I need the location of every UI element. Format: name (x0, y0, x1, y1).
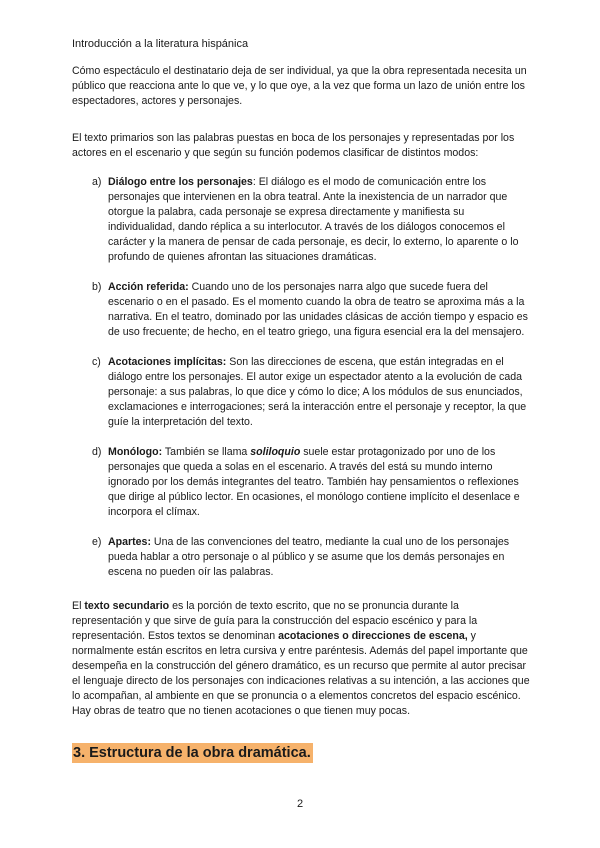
list-item-text (108, 280, 532, 340)
secondary-text-paragraph (72, 599, 530, 719)
section-heading: 3. Estructura de la obra dramática. (73, 745, 311, 761)
running-header: Introducción a la literatura hispánica (72, 38, 249, 50)
item-description: Una de las convenciones del teatro, mediante la cual uno de los personajes pueda hablar a otro personaje o al público y se asume que los demás personajes en escena no pueden oír las palabras. (108, 536, 510, 578)
item-description: suele estar protagonizado por uno de los personajes que queda a solas en el escenario. A través del está su mundo interno ignorado por los demás integrantes del teatro. También hay pensamientos o reflexiones que dirige al público lector. En ocasiones, el monólogo contiene implícito el desenlace e incorpora el clímax. (108, 446, 520, 518)
page-number: 2 (296, 798, 304, 810)
item-emphasis: soliloquio (250, 446, 301, 458)
list-item-text (108, 355, 532, 430)
list-marker: e) (92, 536, 102, 548)
list-item-dialogo (92, 175, 532, 265)
item-description: Son las direcciones de escena, que están integradas en el diálogo entre los personajes. El autor exige un espectador atento a la evolución de cada personaje: a sus palabras, lo que dice y cómo lo dice; A los módulos de sus enunciados, exclamaciones e interrogaciones; será la interacción entre el personaje y receptor, la que guíe la interpretación del texto. (108, 356, 527, 428)
item-term: Diálogo entre los personajes (108, 176, 253, 188)
primary-text-paragraph: El texto primarios son las palabras puestas en boca de los personajes y representadas por los actores en el escenario y que según su función podemos clasificar de distintos modos: (72, 132, 515, 159)
intro-paragraph: Cómo espectáculo el destinatario deja de ser individual, ya que la obra representada necesita un público que reacciona ante lo que ve, y lo que oye, a la vez que forma un lazo de unión entre los espectadores, actores y personajes. (72, 65, 527, 107)
secondary-term-acotaciones: acotaciones o direcciones de escena, (278, 630, 468, 642)
list-item-text (108, 175, 532, 265)
modes-list (92, 175, 532, 595)
item-description: Cuando uno de los personajes narra algo que sucede fuera del escenario o en el pasado. Es el momento cuando la obra de teatro se aproxima más a la narrativa. En el teatro, dominado por las unidades clásicas de acción tiempo y espacio es de uso frecuente; de hecho, en el teatro griego, una figura esencial era la del mensajero. (108, 281, 528, 338)
item-description: También se llama (162, 446, 251, 458)
item-term: Acotaciones implícitas: (108, 356, 227, 368)
list-item-text (108, 445, 532, 520)
list-item-monologo (92, 445, 532, 520)
list-marker: c) (92, 356, 101, 368)
list-marker: b) (92, 281, 102, 293)
list-marker: a) (92, 176, 102, 188)
list-item-accion-referida (92, 280, 532, 340)
secondary-term: texto secundario (84, 600, 170, 612)
item-description: : El diálogo es el modo de comunicación entre los personajes que intervienen en la obra teatral. Ante la inexistencia de un narrador que otorgue la palabra, cada personaje se expresa directamente y manifiesta su individualidad, dando réplica a su interlocutor. A través de los diálogos conocemos el carácter y la manera de pensar de cada personaje, es decir, lo externo, lo aparente o lo profundo de quienes afrontan las situaciones dramáticas. (108, 176, 519, 263)
secondary-middle: es la porción de texto escrito, que no se pronuncia durante la representación y que sirve de guía para la construcción del espacio escénico y para la representación. Estos textos se denominan (72, 600, 478, 642)
list-marker: d) (92, 446, 102, 458)
list-item-text (108, 535, 532, 580)
secondary-prefix: El (72, 600, 85, 612)
list-item-acotaciones-implicitas (92, 355, 532, 430)
secondary-suffix: y normalmente están escritos en letra cursiva y entre paréntesis. Además del papel importante que desempeña en la construcción del género dramático, es un recurso que permite al autor precisar el lenguaje directo de los personajes con indicaciones relativas a su intención, a las acciones que lo acompañan, al ambiente en que se pronuncia o a elementos concretos del espacio escénico. Hay obras de teatro que no tienen acotaciones o que tienen muy pocas. (72, 630, 530, 717)
list-item-apartes (92, 535, 532, 580)
item-term: Apartes: (108, 536, 151, 548)
item-term: Acción referida: (108, 281, 189, 293)
item-term: Monólogo: (108, 446, 163, 458)
